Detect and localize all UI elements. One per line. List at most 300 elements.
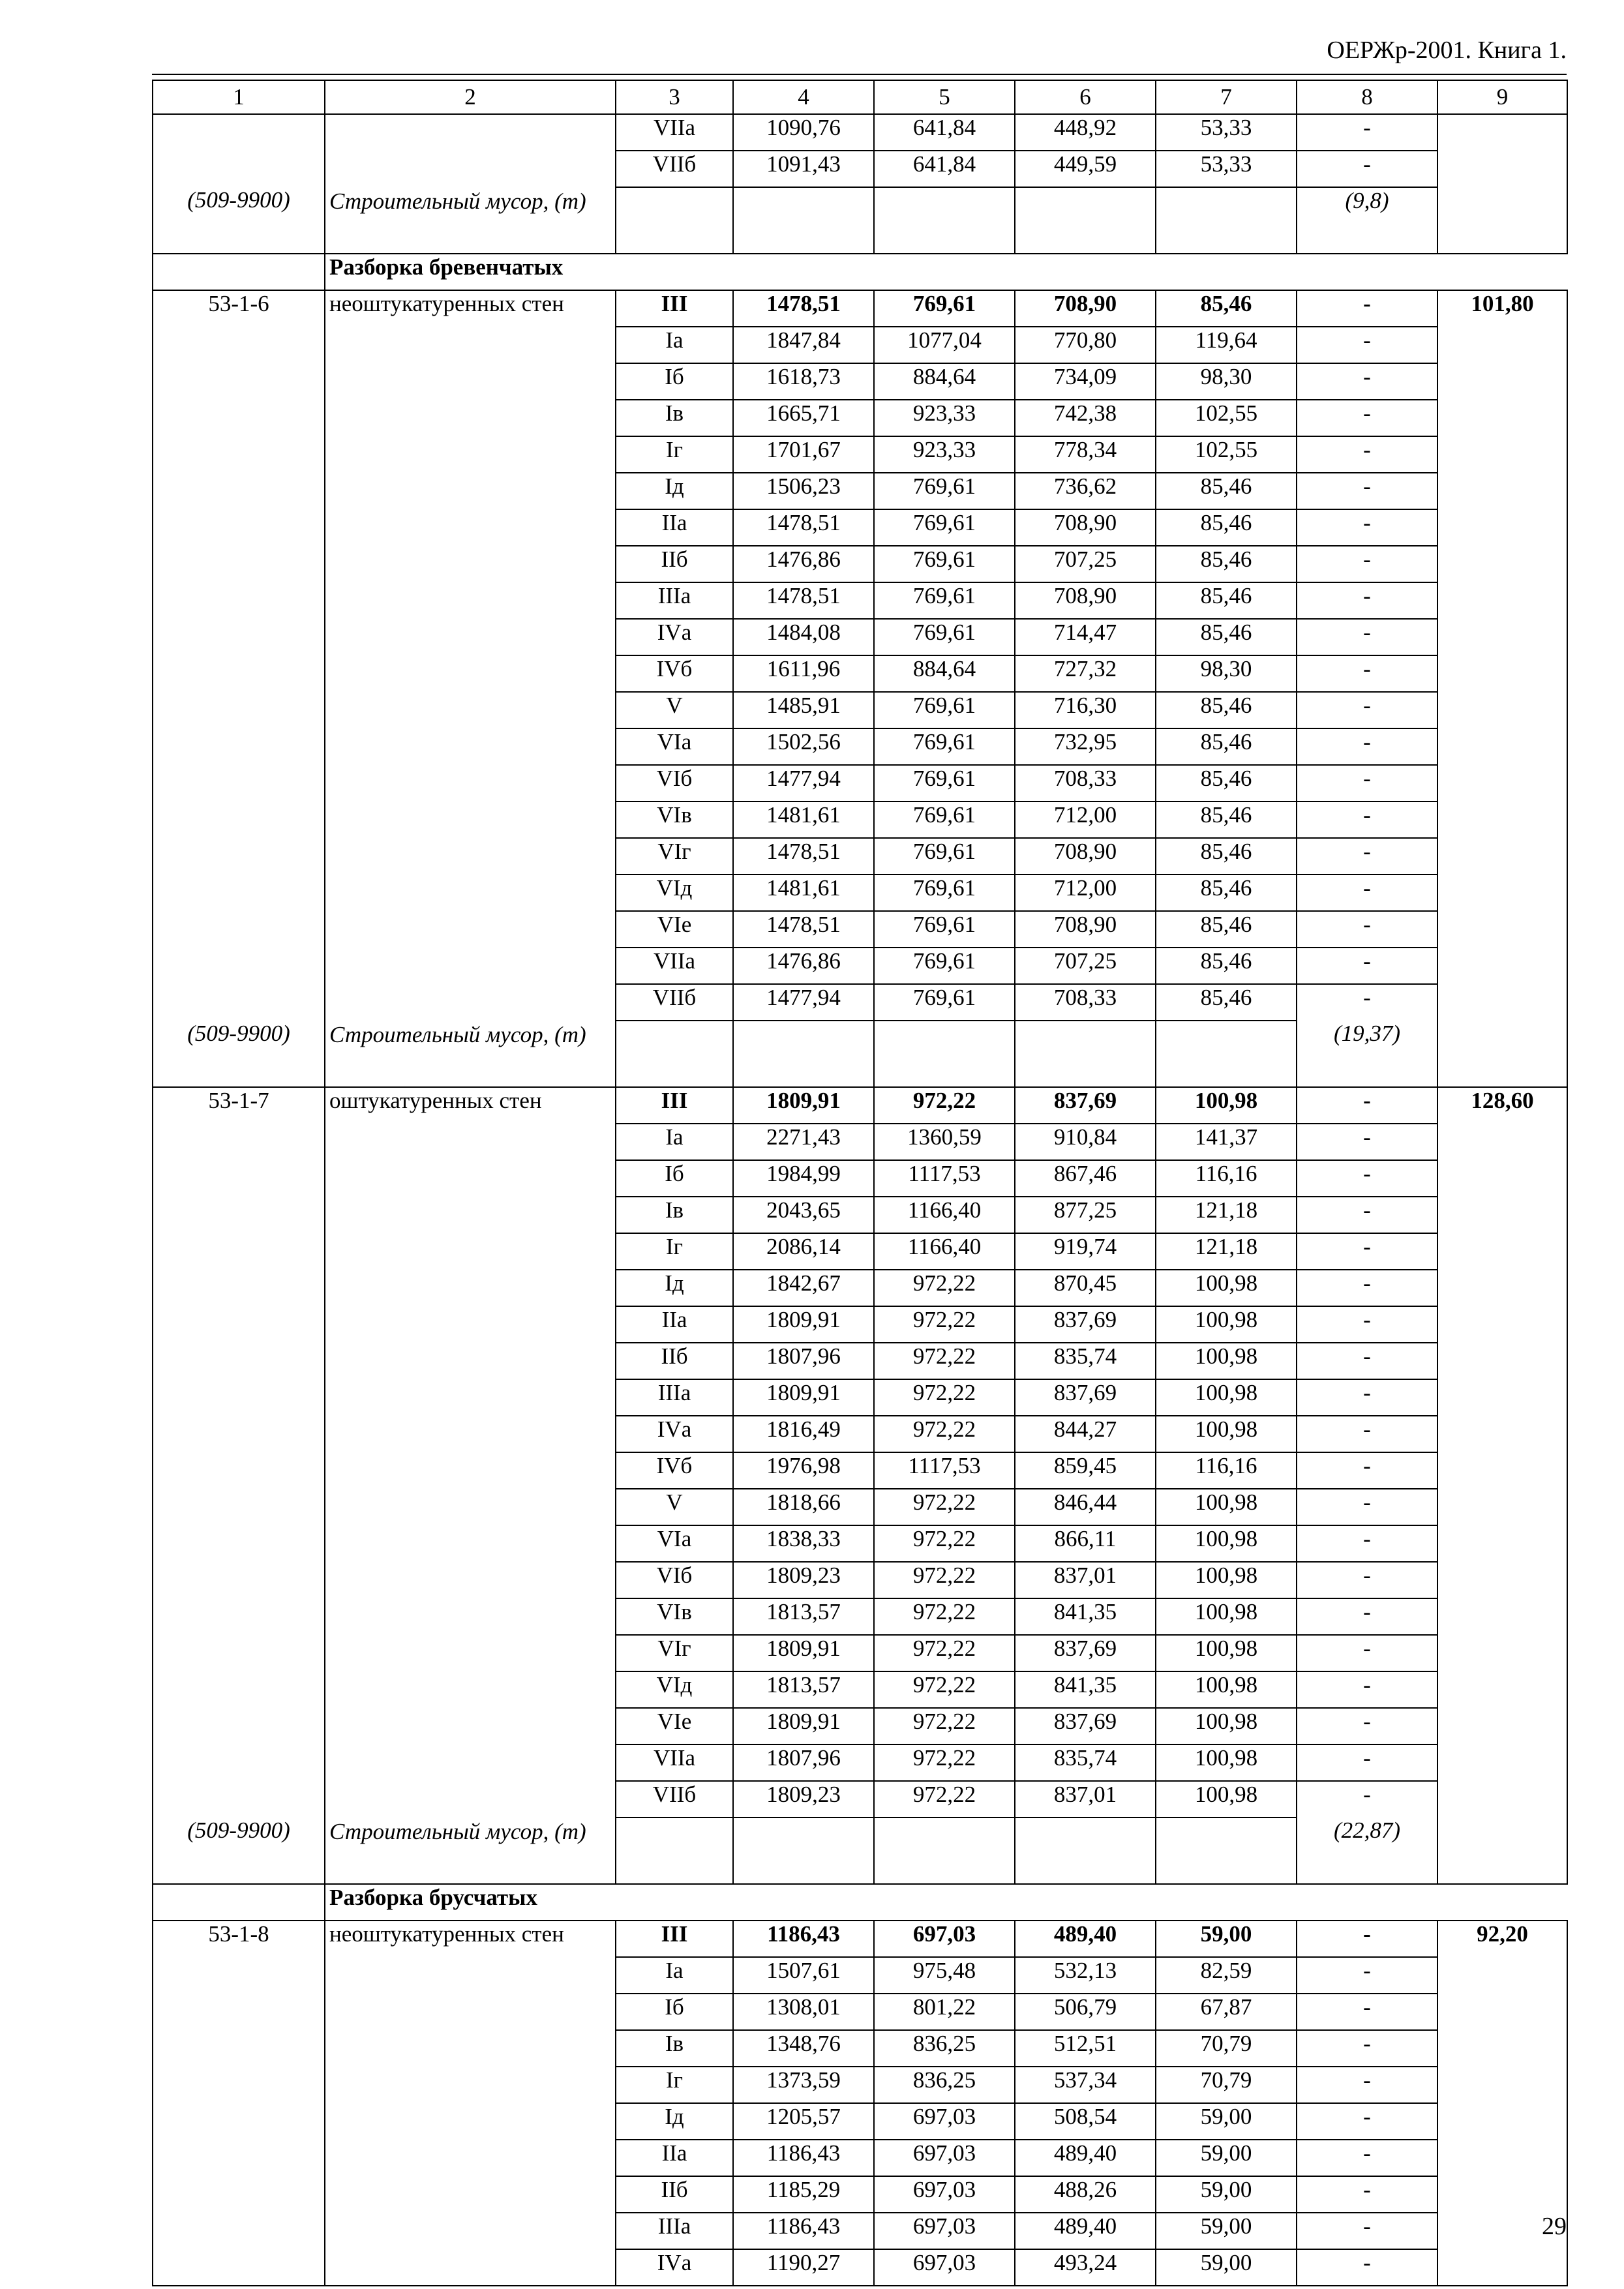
labor-cost-cell: 769,61: [874, 801, 1015, 838]
work-name: [325, 948, 616, 984]
labor-cost-cell: 697,03: [874, 2140, 1015, 2176]
materials-cell: -: [1297, 1416, 1437, 1452]
rate-code: [153, 2213, 325, 2249]
materials-cell: -: [1297, 1124, 1437, 1160]
material-row: [153, 1818, 1567, 1884]
empty-cell: [874, 1818, 1015, 1884]
total-cost-cell: 1809,91: [733, 1379, 874, 1416]
work-name: [325, 363, 616, 400]
rate-code: [153, 1233, 325, 1270]
rate-code: [153, 1489, 325, 1525]
material-qty: (9,8): [1297, 187, 1437, 254]
labor-hours-cell: [1437, 1452, 1567, 1489]
materials-cell: -: [1297, 363, 1437, 400]
rate-code: [153, 765, 325, 801]
rates-table-body: [153, 80, 1567, 2286]
table-row: [153, 1379, 1567, 1416]
machine-cost-cell: 867,46: [1015, 1160, 1156, 1197]
operator-wage-cell: 100,98: [1156, 1489, 1297, 1525]
total-cost-cell: 1976,98: [733, 1452, 874, 1489]
operator-wage-cell: 85,46: [1156, 948, 1297, 984]
rate-code: [153, 1416, 325, 1452]
column-number: 5: [874, 80, 1015, 114]
total-cost-cell: 1478,51: [733, 582, 874, 619]
rate-code: [153, 473, 325, 509]
operator-wage-cell: 100,98: [1156, 1598, 1297, 1635]
rate-code: [153, 1452, 325, 1489]
section-title: Разборка бревенчатых: [325, 254, 1567, 290]
column-number-row: [153, 80, 1567, 114]
labor-cost-cell: 1166,40: [874, 1197, 1015, 1233]
labor-cost-cell: 972,22: [874, 1087, 1015, 1124]
materials-cell: -: [1297, 473, 1437, 509]
rate-code: [153, 2067, 325, 2103]
zone-cell: Iа: [616, 327, 733, 363]
empty-cell: [733, 187, 874, 254]
operator-wage-cell: 119,64: [1156, 327, 1297, 363]
machine-cost-cell: 846,44: [1015, 1489, 1156, 1525]
zone-cell: VIд: [616, 1671, 733, 1708]
materials-cell: -: [1297, 2249, 1437, 2286]
machine-cost-cell: 837,69: [1015, 1379, 1156, 1416]
total-cost-cell: 1813,57: [733, 1671, 874, 1708]
operator-wage-cell: 85,46: [1156, 619, 1297, 655]
work-name: [325, 1744, 616, 1781]
labor-cost-cell: 972,22: [874, 1343, 1015, 1379]
machine-cost-cell: 449,59: [1015, 151, 1156, 187]
rate-code: [153, 2249, 325, 2286]
table-row: [153, 1781, 1567, 1818]
table-row: [153, 1233, 1567, 1270]
labor-hours-cell: [1437, 948, 1567, 984]
labor-cost-cell: 972,22: [874, 1379, 1015, 1416]
empty-cell: [616, 1021, 733, 1087]
page-header-title: ОЕРЖр-2001. Книга 1.: [1327, 37, 1567, 64]
material-qty: (22,87): [1297, 1818, 1437, 1884]
total-cost-cell: 1507,61: [733, 1957, 874, 1994]
machine-cost-cell: 489,40: [1015, 1921, 1156, 1957]
table-row: [153, 1306, 1567, 1343]
operator-wage-cell: 59,00: [1156, 1921, 1297, 1957]
work-name: [325, 1379, 616, 1416]
table-row: [153, 1197, 1567, 1233]
work-name: [325, 2030, 616, 2067]
work-name: [325, 473, 616, 509]
materials-cell: -: [1297, 801, 1437, 838]
operator-wage-cell: 85,46: [1156, 765, 1297, 801]
table-row: [153, 1087, 1567, 1124]
operator-wage-cell: 100,98: [1156, 1744, 1297, 1781]
material-code: (509-9900): [153, 1818, 325, 1884]
materials-cell: -: [1297, 114, 1437, 151]
labor-cost-cell: 884,64: [874, 363, 1015, 400]
work-name: [325, 1270, 616, 1306]
zone-cell: IIIа: [616, 2213, 733, 2249]
materials-cell: -: [1297, 1452, 1437, 1489]
table-row: [153, 2030, 1567, 2067]
rate-code: [153, 1671, 325, 1708]
table-row: [153, 728, 1567, 765]
machine-cost-cell: 714,47: [1015, 619, 1156, 655]
materials-cell: -: [1297, 1598, 1437, 1635]
rate-code: [153, 2140, 325, 2176]
labor-cost-cell: 769,61: [874, 728, 1015, 765]
table-row: [153, 2213, 1567, 2249]
machine-cost-cell: 835,74: [1015, 1744, 1156, 1781]
total-cost-cell: 1818,66: [733, 1489, 874, 1525]
total-cost-cell: 1478,51: [733, 838, 874, 875]
rate-code: [153, 1525, 325, 1562]
labor-hours-cell: [1437, 1744, 1567, 1781]
machine-cost-cell: 837,69: [1015, 1635, 1156, 1671]
labor-cost-cell: 972,22: [874, 1671, 1015, 1708]
labor-hours-cell: [1437, 1598, 1567, 1635]
zone-cell: III: [616, 1087, 733, 1124]
machine-cost-cell: 708,90: [1015, 838, 1156, 875]
machine-cost-cell: 506,79: [1015, 1994, 1156, 2030]
work-name: [325, 1671, 616, 1708]
labor-hours-cell: [1437, 1525, 1567, 1562]
zone-cell: Iб: [616, 1994, 733, 2030]
rate-code: [153, 151, 325, 187]
materials-cell: -: [1297, 1994, 1437, 2030]
operator-wage-cell: 100,98: [1156, 1671, 1297, 1708]
table-row: [153, 1525, 1567, 1562]
zone-cell: Iв: [616, 1197, 733, 1233]
operator-wage-cell: 100,98: [1156, 1270, 1297, 1306]
rate-code: [153, 1708, 325, 1744]
table-row: [153, 1489, 1567, 1525]
total-cost-cell: 1665,71: [733, 400, 874, 436]
labor-cost-cell: 641,84: [874, 151, 1015, 187]
labor-hours-cell: [1437, 1197, 1567, 1233]
total-cost-cell: 1478,51: [733, 911, 874, 948]
zone-cell: Iг: [616, 436, 733, 473]
operator-wage-cell: 141,37: [1156, 1124, 1297, 1160]
labor-cost-cell: 769,61: [874, 875, 1015, 911]
labor-cost-cell: 769,61: [874, 582, 1015, 619]
labor-hours-cell: [1437, 1489, 1567, 1525]
labor-cost-cell: 836,25: [874, 2030, 1015, 2067]
machine-cost-cell: 512,51: [1015, 2030, 1156, 2067]
material-name: Строительный мусор, (т): [325, 187, 616, 254]
total-cost-cell: 1807,96: [733, 1343, 874, 1379]
operator-wage-cell: 85,46: [1156, 911, 1297, 948]
operator-wage-cell: 82,59: [1156, 1957, 1297, 1994]
labor-hours-cell: [1437, 728, 1567, 765]
column-number: 9: [1437, 80, 1567, 114]
work-name: [325, 1452, 616, 1489]
labor-hours-cell: [1437, 546, 1567, 582]
labor-hours-cell: [1437, 911, 1567, 948]
operator-wage-cell: 100,98: [1156, 1562, 1297, 1598]
operator-wage-cell: 100,98: [1156, 1087, 1297, 1124]
table-row: [153, 692, 1567, 728]
labor-cost-cell: 769,61: [874, 473, 1015, 509]
column-number: 3: [616, 80, 733, 114]
labor-cost-cell: 972,22: [874, 1562, 1015, 1598]
zone-cell: VIа: [616, 1525, 733, 1562]
machine-cost-cell: 742,38: [1015, 400, 1156, 436]
materials-cell: -: [1297, 1921, 1437, 1957]
table-row: [153, 363, 1567, 400]
total-cost-cell: 1838,33: [733, 1525, 874, 1562]
zone-cell: Iд: [616, 2103, 733, 2140]
operator-wage-cell: 53,33: [1156, 151, 1297, 187]
rate-code: [153, 2176, 325, 2213]
work-name: неоштукатуренных стен: [325, 290, 616, 327]
rate-code: [153, 801, 325, 838]
labor-hours-cell: [1437, 1671, 1567, 1708]
labor-hours-cell: [1437, 1306, 1567, 1343]
machine-cost-cell: 712,00: [1015, 875, 1156, 911]
material-row: [153, 187, 1567, 254]
header-rule: [152, 74, 1567, 75]
materials-cell: -: [1297, 655, 1437, 692]
machine-cost-cell: 727,32: [1015, 655, 1156, 692]
materials-cell: -: [1297, 1087, 1437, 1124]
material-qty: (19,37): [1297, 1021, 1437, 1087]
labor-cost-cell: 972,22: [874, 1416, 1015, 1452]
total-cost-cell: 1091,43: [733, 151, 874, 187]
total-cost-cell: 1701,67: [733, 436, 874, 473]
work-name: [325, 984, 616, 1021]
materials-cell: -: [1297, 765, 1437, 801]
table-row: [153, 2140, 1567, 2176]
operator-wage-cell: 59,00: [1156, 2176, 1297, 2213]
zone-cell: VIв: [616, 1598, 733, 1635]
rate-code: [153, 363, 325, 400]
work-name: [325, 1489, 616, 1525]
machine-cost-cell: 736,62: [1015, 473, 1156, 509]
machine-cost-cell: 835,74: [1015, 1343, 1156, 1379]
rate-code: [153, 582, 325, 619]
total-cost-cell: 1618,73: [733, 363, 874, 400]
rate-code: [153, 1744, 325, 1781]
work-name: [325, 1233, 616, 1270]
machine-cost-cell: 837,01: [1015, 1562, 1156, 1598]
table-row: [153, 1598, 1567, 1635]
table-row: [153, 1957, 1567, 1994]
zone-cell: IIа: [616, 1306, 733, 1343]
work-name: [325, 911, 616, 948]
operator-wage-cell: 85,46: [1156, 582, 1297, 619]
machine-cost-cell: 919,74: [1015, 1233, 1156, 1270]
operator-wage-cell: 67,87: [1156, 1994, 1297, 2030]
materials-cell: -: [1297, 582, 1437, 619]
zone-cell: III: [616, 1921, 733, 1957]
labor-hours-cell: [1437, 473, 1567, 509]
rate-code: [153, 1957, 325, 1994]
table-row: [153, 2067, 1567, 2103]
machine-cost-cell: 493,24: [1015, 2249, 1156, 2286]
machine-cost-cell: 837,69: [1015, 1708, 1156, 1744]
work-name: [325, 436, 616, 473]
materials-cell: -: [1297, 2067, 1437, 2103]
zone-cell: IIа: [616, 509, 733, 546]
zone-cell: VIд: [616, 875, 733, 911]
labor-cost-cell: 972,22: [874, 1635, 1015, 1671]
zone-cell: IIб: [616, 2176, 733, 2213]
machine-cost-cell: 707,25: [1015, 948, 1156, 984]
work-name: [325, 1635, 616, 1671]
labor-cost-cell: 1117,53: [874, 1160, 1015, 1197]
work-name: [325, 1957, 616, 1994]
materials-cell: -: [1297, 400, 1437, 436]
total-cost-cell: 1481,61: [733, 801, 874, 838]
table-row: [153, 765, 1567, 801]
total-cost-cell: 1842,67: [733, 1270, 874, 1306]
labor-cost-cell: 836,25: [874, 2067, 1015, 2103]
labor-hours-cell: [1437, 1343, 1567, 1379]
empty-cell: [153, 1884, 325, 1921]
column-number: 6: [1015, 80, 1156, 114]
table-row: [153, 1270, 1567, 1306]
labor-hours-cell: [1437, 1562, 1567, 1598]
empty-cell: [1015, 1818, 1156, 1884]
materials-cell: -: [1297, 1957, 1437, 1994]
rate-code: [153, 400, 325, 436]
rate-code: [153, 1270, 325, 1306]
labor-hours-cell: [1437, 2140, 1567, 2176]
machine-cost-cell: 489,40: [1015, 2140, 1156, 2176]
work-name: [325, 1416, 616, 1452]
total-cost-cell: 1186,43: [733, 1921, 874, 1957]
machine-cost-cell: 708,90: [1015, 911, 1156, 948]
work-name: [325, 2249, 616, 2286]
operator-wage-cell: 100,98: [1156, 1379, 1297, 1416]
labor-hours-cell: [1437, 765, 1567, 801]
operator-wage-cell: 70,79: [1156, 2067, 1297, 2103]
zone-cell: Iв: [616, 400, 733, 436]
rate-code: [153, 1197, 325, 1233]
materials-cell: -: [1297, 2213, 1437, 2249]
machine-cost-cell: 734,09: [1015, 363, 1156, 400]
zone-cell: VIг: [616, 838, 733, 875]
operator-wage-cell: 100,98: [1156, 1306, 1297, 1343]
materials-cell: -: [1297, 619, 1437, 655]
materials-cell: -: [1297, 838, 1437, 875]
operator-wage-cell: 59,00: [1156, 2249, 1297, 2286]
operator-wage-cell: 116,16: [1156, 1160, 1297, 1197]
labor-cost-cell: 769,61: [874, 692, 1015, 728]
materials-cell: -: [1297, 1270, 1437, 1306]
labor-hours-cell: [1437, 984, 1567, 1021]
operator-wage-cell: 85,46: [1156, 838, 1297, 875]
work-name: [325, 1994, 616, 2030]
labor-hours-cell: [1437, 2067, 1567, 2103]
total-cost-cell: 1506,23: [733, 473, 874, 509]
materials-cell: -: [1297, 1379, 1437, 1416]
table-row: [153, 1671, 1567, 1708]
work-name: [325, 875, 616, 911]
rate-code: [153, 728, 325, 765]
machine-cost-cell: 844,27: [1015, 1416, 1156, 1452]
zone-cell: VIIа: [616, 114, 733, 151]
table-row: [153, 473, 1567, 509]
operator-wage-cell: 85,46: [1156, 290, 1297, 327]
labor-cost-cell: 1360,59: [874, 1124, 1015, 1160]
work-name: [325, 2067, 616, 2103]
materials-cell: -: [1297, 436, 1437, 473]
table-row: [153, 509, 1567, 546]
labor-cost-cell: 769,61: [874, 911, 1015, 948]
empty-cell: [1156, 1021, 1297, 1087]
work-name: [325, 1306, 616, 1343]
rate-code: [153, 1635, 325, 1671]
total-cost-cell: 2086,14: [733, 1233, 874, 1270]
materials-cell: -: [1297, 1671, 1437, 1708]
machine-cost-cell: 837,69: [1015, 1087, 1156, 1124]
zone-cell: VIе: [616, 911, 733, 948]
materials-cell: -: [1297, 984, 1437, 1021]
labor-hours-cell: 101,80: [1437, 290, 1567, 327]
work-name: [325, 1124, 616, 1160]
machine-cost-cell: 508,54: [1015, 2103, 1156, 2140]
zone-cell: Iб: [616, 363, 733, 400]
total-cost-cell: 1477,94: [733, 984, 874, 1021]
table-row: [153, 838, 1567, 875]
zone-cell: VIIа: [616, 948, 733, 984]
work-name: [325, 619, 616, 655]
rate-code: [153, 655, 325, 692]
empty-cell: [616, 187, 733, 254]
work-name: [325, 327, 616, 363]
rate-code: [153, 619, 325, 655]
table-row: [153, 436, 1567, 473]
table-row: [153, 1635, 1567, 1671]
rate-code: [153, 509, 325, 546]
operator-wage-cell: 121,18: [1156, 1233, 1297, 1270]
zone-cell: VIа: [616, 728, 733, 765]
materials-cell: -: [1297, 1781, 1437, 1818]
operator-wage-cell: 116,16: [1156, 1452, 1297, 1489]
zone-cell: VIб: [616, 765, 733, 801]
zone-cell: Iг: [616, 2067, 733, 2103]
total-cost-cell: 1816,49: [733, 1416, 874, 1452]
empty-cell: [1015, 187, 1156, 254]
table-row: [153, 2103, 1567, 2140]
materials-cell: -: [1297, 1233, 1437, 1270]
rate-code: [153, 692, 325, 728]
zone-cell: IIб: [616, 546, 733, 582]
operator-wage-cell: 100,98: [1156, 1708, 1297, 1744]
table-row: [153, 290, 1567, 327]
zone-cell: IVа: [616, 619, 733, 655]
table-row: [153, 151, 1567, 187]
total-cost-cell: 1984,99: [733, 1160, 874, 1197]
machine-cost-cell: 716,30: [1015, 692, 1156, 728]
total-cost-cell: 1809,91: [733, 1708, 874, 1744]
table-row: [153, 114, 1567, 151]
work-name: [325, 838, 616, 875]
total-cost-cell: 1485,91: [733, 692, 874, 728]
labor-cost-cell: 975,48: [874, 1957, 1015, 1994]
work-name: [325, 2176, 616, 2213]
section-title-row: [153, 254, 1567, 290]
labor-cost-cell: 972,22: [874, 1525, 1015, 1562]
total-cost-cell: 1502,56: [733, 728, 874, 765]
labor-hours-cell: [1437, 363, 1567, 400]
labor-cost-cell: 697,03: [874, 2213, 1015, 2249]
machine-cost-cell: 532,13: [1015, 1957, 1156, 1994]
labor-cost-cell: 923,33: [874, 436, 1015, 473]
total-cost-cell: 1847,84: [733, 327, 874, 363]
machine-cost-cell: 448,92: [1015, 114, 1156, 151]
column-number: 1: [153, 80, 325, 114]
rate-code: [153, 546, 325, 582]
materials-cell: -: [1297, 1306, 1437, 1343]
